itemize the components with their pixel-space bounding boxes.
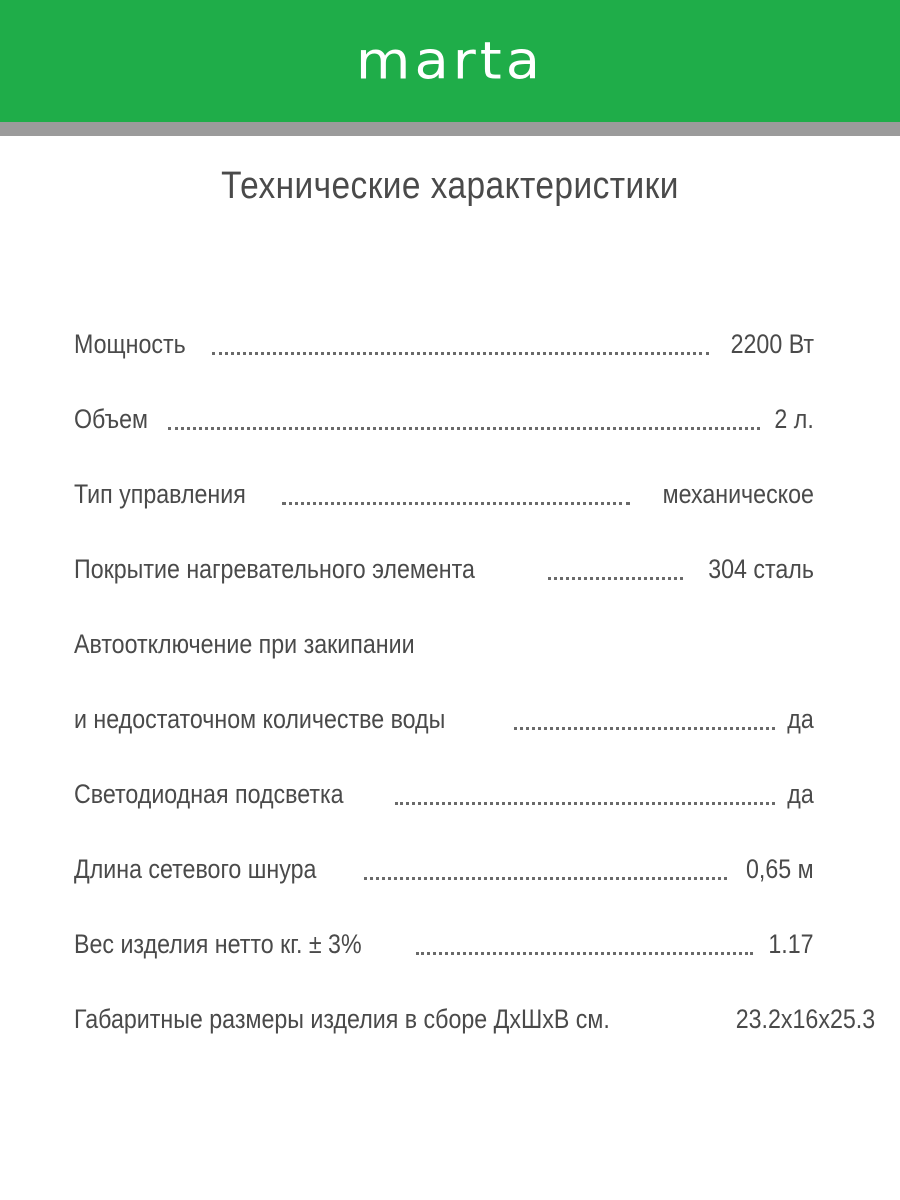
spec-value: механическое	[662, 479, 814, 509]
spec-row-auto-off-line2	[74, 661, 814, 736]
dotted-leader	[364, 877, 727, 880]
spec-row-volume	[74, 361, 814, 436]
spec-row-led-backlight	[74, 736, 814, 811]
spec-label: и недостаточном количестве воды	[74, 704, 446, 734]
brand-logo: marta	[355, 31, 545, 92]
spec-value: 2200 Вт	[730, 329, 814, 359]
dotted-leader	[282, 502, 630, 505]
spec-row-heating-element	[74, 511, 814, 586]
spec-label: Габаритные размеры изделия в сборе ДхШхВ см.	[74, 1004, 610, 1034]
specs-list	[74, 286, 876, 1036]
spec-row-dimensions	[74, 961, 876, 1036]
spec-row-net-weight	[74, 886, 814, 961]
dotted-leader	[416, 952, 753, 955]
spec-value: да	[787, 704, 814, 734]
spec-value: 0,65 м	[746, 854, 814, 884]
spec-value: да	[787, 779, 814, 809]
dotted-leader	[548, 577, 683, 580]
spec-label: Вес изделия нетто кг. ± 3%	[74, 929, 362, 959]
spec-row-cord-length	[74, 811, 814, 886]
spec-value: 23.2х16х25.3	[735, 1004, 876, 1034]
spec-value: 2 л.	[774, 404, 814, 434]
dotted-leader	[168, 427, 760, 430]
spec-label: Длина сетевого шнура	[74, 854, 317, 884]
spec-label: Объем	[74, 404, 148, 434]
spec-label: Светодиодная подсветка	[74, 779, 344, 809]
spec-label: Мощность	[74, 329, 186, 359]
header-divider-stripe	[0, 122, 900, 136]
dotted-leader	[395, 802, 775, 805]
spec-row-auto-off-line1	[74, 586, 814, 661]
dotted-leader	[514, 727, 775, 730]
spec-row-control-type	[74, 436, 814, 511]
page-title: Технические характеристики	[221, 165, 679, 207]
spec-value: 1.17	[768, 929, 814, 959]
spec-row-power	[74, 286, 814, 361]
spec-label: Автоотключение при закипании	[74, 629, 415, 659]
dotted-leader	[212, 352, 709, 355]
spec-value: 304 сталь	[708, 554, 814, 584]
spec-label: Тип управления	[74, 479, 246, 509]
spec-label: Покрытие нагревательного элемента	[74, 554, 475, 584]
